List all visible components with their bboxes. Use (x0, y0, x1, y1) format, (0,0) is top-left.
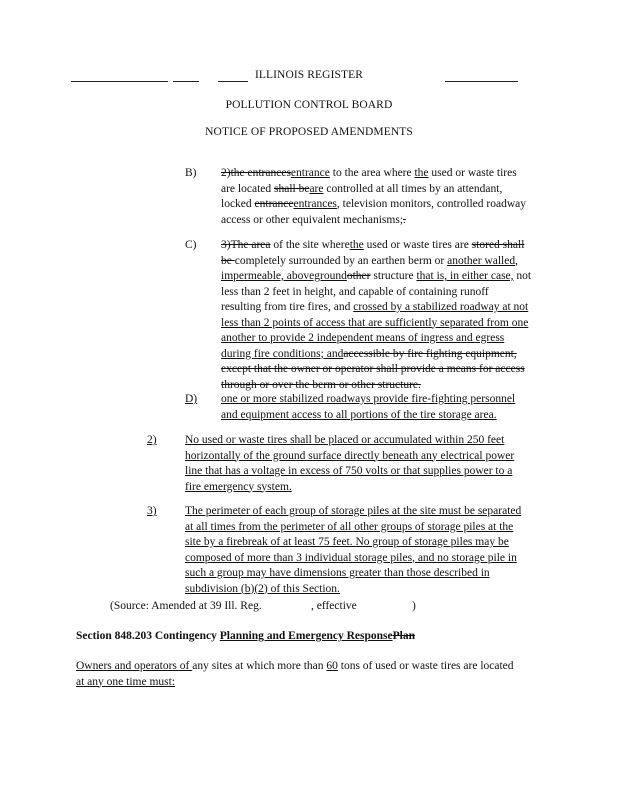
source-note (110, 600, 262, 612)
item-d-text (221, 392, 515, 423)
body-l1a: Owners and operators of (76, 660, 193, 672)
section-title-b: Planning and Emergency Response (219, 630, 393, 642)
section-title (76, 630, 415, 642)
item-c-l3c: structure (370, 270, 417, 282)
item-c-label: C) (185, 239, 197, 251)
item-3-label: 3) (147, 505, 157, 517)
body-l1b: any sites at which more than (192, 660, 327, 672)
item-c-l3a: impermeable, aboveground (221, 270, 347, 282)
item-c-l1c: the (349, 239, 364, 251)
item-c-l6: less than 2 points of access that are sufficiently separated from one (221, 316, 529, 329)
item-c-l8a: during fire conditions; and (221, 347, 344, 360)
item-3-l2: at all times from the perimeter of all other groups of storage piles at the (185, 520, 514, 533)
header-rule-left-3 (218, 81, 248, 82)
item-b-l4c: . (403, 213, 406, 226)
item-c-l1a: 3)The area (221, 239, 271, 251)
item-b-l1b: entrance (290, 167, 330, 179)
item-b-l1e: used or waste tires (428, 167, 517, 179)
board-title: POLLUTION CONTROL BOARD (225, 99, 393, 111)
item-2-l4: fire emergency system. (185, 480, 292, 493)
register-title: ILLINOIS REGISTER (254, 69, 364, 81)
item-b-l4b: ; (399, 213, 404, 226)
item-c-l3b: other (346, 270, 371, 282)
item-b-l1a: 2)the entrances (221, 167, 291, 179)
source-prefix: (Source: Amended at 39 Ill. Reg. (110, 600, 262, 612)
item-b-label: B) (185, 167, 197, 179)
item-2-l3: line that has a voltage in excess of 750 volts or that supplies power to a (185, 465, 513, 477)
section-title-a: Section 848.203 Contingency (76, 630, 220, 642)
section-body (76, 659, 514, 690)
item-c-l2a: be (221, 254, 235, 267)
item-c-text (221, 238, 531, 393)
item-d-label: D) (185, 393, 198, 405)
item-3-l1: The perimeter of each group of storage piles at the site must be separated (185, 505, 522, 517)
item-3-l4: composed of more than 3 individual storage piles, and no storage pile in (185, 551, 517, 564)
item-b-l2a: are located (221, 182, 274, 195)
source-close: ) (412, 600, 416, 612)
item-d-l2: and equipment access to all portions of the tire storage area. (221, 408, 497, 421)
notice-title: NOTICE OF PROPOSED AMENDMENTS (205, 126, 413, 138)
item-b-l3a: locked (221, 198, 255, 210)
item-b-l3d: , television monitors, controlled roadway (336, 198, 526, 210)
item-c-l8b: accessible by fire fighting equipment, (343, 347, 517, 360)
item-c-l5b: crossed by a stabilized roadway at not (353, 301, 529, 313)
item-b-l2c: are (309, 182, 324, 195)
header-rule-left-2 (173, 81, 199, 82)
item-b-l3b: entrance (254, 198, 294, 210)
item-d-l1: one or more stabilized roadways provide fire-fighting personnel (221, 393, 516, 405)
item-b-l2d: controlled at all times by an attendant, (323, 182, 503, 195)
header-rule-right (445, 81, 518, 82)
item-b-text (221, 166, 526, 228)
item-b-l1d: the (414, 167, 429, 179)
body-l1c: 60 (326, 660, 338, 672)
header-rule-left-1 (71, 81, 168, 82)
body-l2: at any one time must: (76, 675, 176, 688)
item-3-text (185, 504, 521, 597)
item-c-l7: another to provide 2 independent means of ingress and egress (221, 332, 505, 344)
item-c-l10: through or over the berm or other structure. (221, 378, 421, 391)
item-b-l4a: access or other equivalent mechanisms (221, 213, 400, 226)
item-c-l3d: that is, in either case, (416, 270, 514, 282)
item-3-l3: site by a firebreak of at least 75 feet. No group of storage piles may be (185, 536, 509, 548)
item-c-l1b: of the site where (270, 239, 350, 251)
item-2-label: 2) (147, 434, 157, 446)
item-c-l4: less than 2 feet in height, and capable of containing runoff (221, 285, 489, 298)
item-c-l9: except that the owner or operator shall provide a means for access (221, 363, 525, 375)
item-c-l2b: completely surrounded by an earthen berm or (234, 254, 448, 267)
item-b-l2b: shall be (274, 182, 310, 195)
item-b-l1c: to the area where (329, 167, 415, 179)
section-title-c: Plan (392, 630, 415, 642)
item-b-l3c: entrances (293, 198, 337, 210)
item-3-l6: subdivision (b)(2) of this Section. (185, 582, 340, 595)
item-2-l2: horizontally of the ground surface directly beneath any electrical power (185, 449, 515, 462)
item-c-l3e: not (513, 270, 532, 282)
item-3-l5: such a group may have dimensions greater than those described in (185, 567, 490, 579)
item-c-l1e: stored shall (471, 239, 525, 251)
body-l1d: tons of used or waste tires are located (337, 660, 514, 672)
item-c-l5a: resulting from tire fires, and (221, 301, 354, 313)
item-c-l1d: used or waste tires are (363, 239, 472, 251)
item-c-l2c: another walled, (447, 254, 518, 267)
item-2-l1: No used or waste tires shall be placed or accumulated within 250 feet (185, 434, 505, 446)
source-effective: , effective (311, 600, 357, 612)
item-2-text (185, 433, 514, 495)
